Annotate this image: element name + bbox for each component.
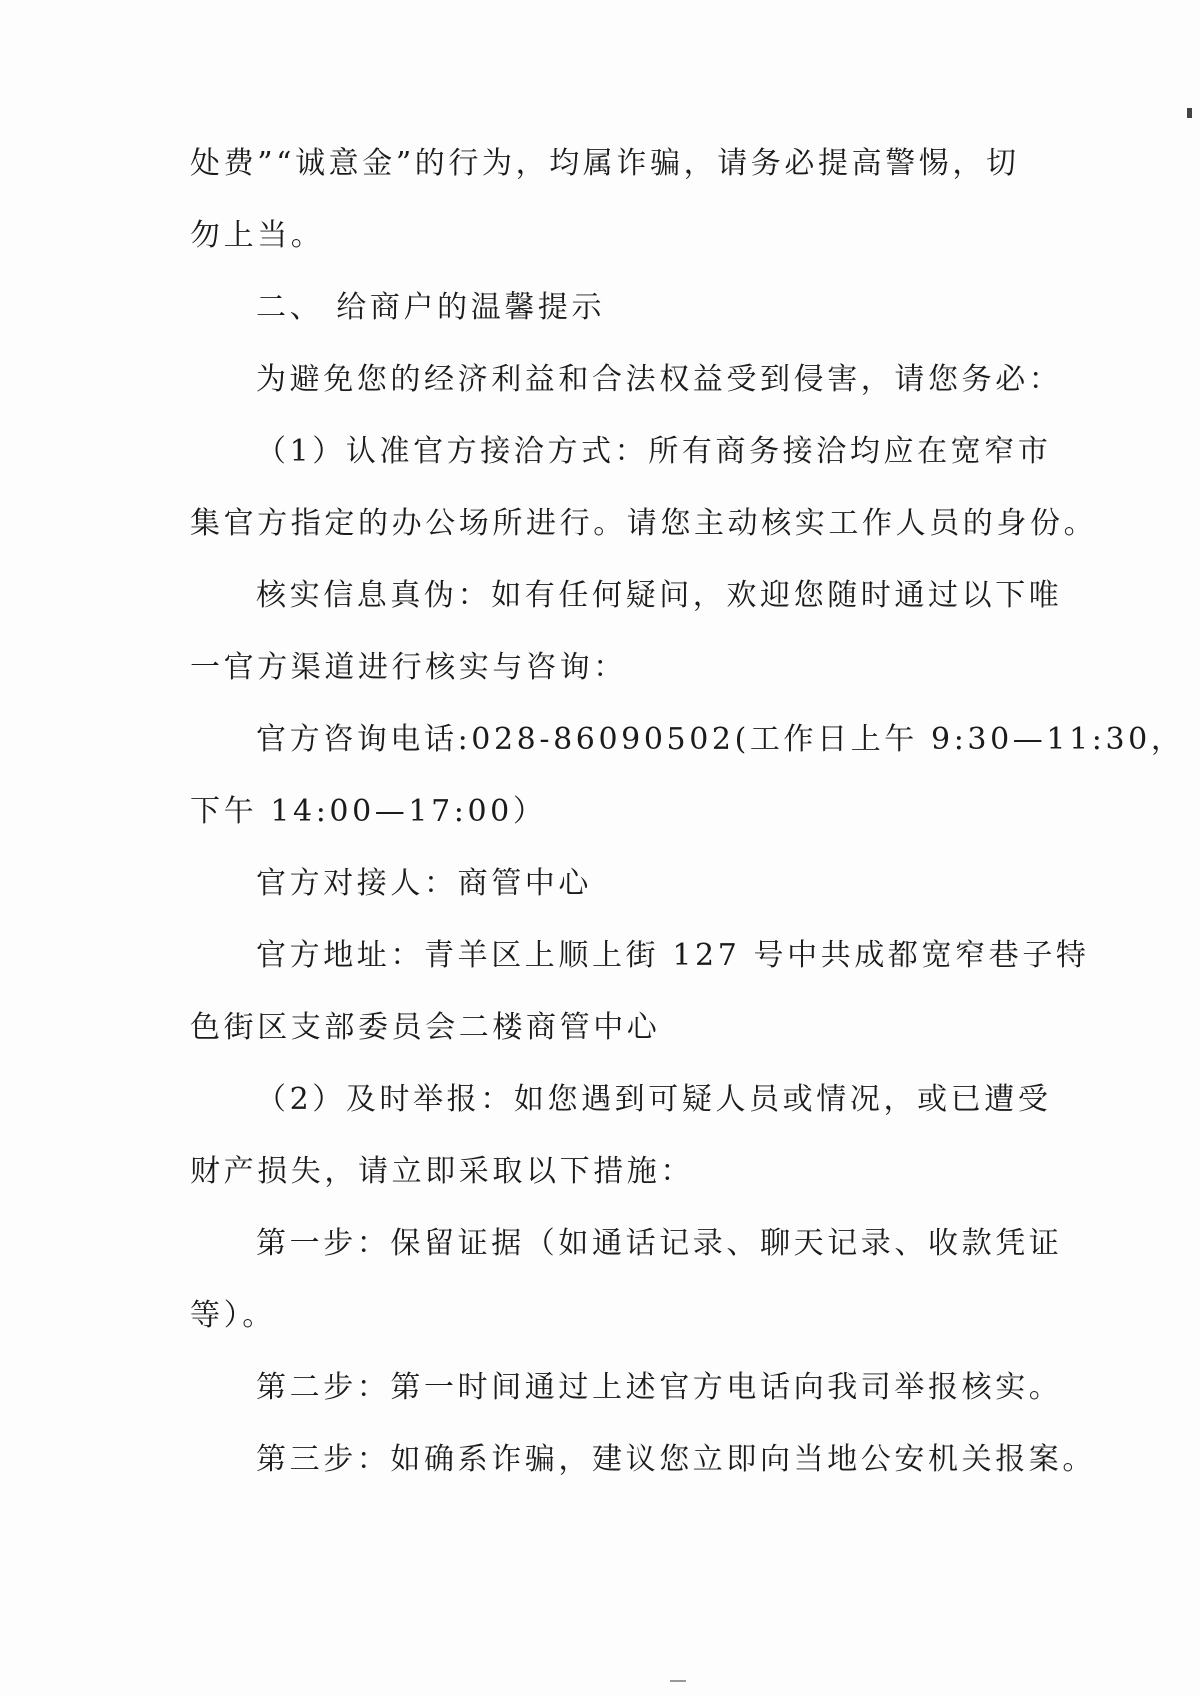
scan-mark [670,1680,686,1682]
text-line: 等）。 [190,1298,276,1333]
heading-text: 二、 给商户的温馨提示 [256,290,606,325]
text-line: 第二步：第一时间通过上述官方电话向我司举报核实。 [256,1370,1063,1405]
text-line: 下午 14:00—17:00） [190,794,547,829]
text-line: 财产损失，请立即采取以下措施： [190,1154,694,1189]
paragraph-intro [190,344,1063,416]
paragraph-step-one [190,1208,1063,1352]
paragraph-verify-info [190,560,1063,704]
text-line: 第三步：如确系诈骗，建议您立即向当地公安机关报案。 [256,1442,1096,1477]
text-line: 色街区支部委员会二楼商管中心 [190,1010,661,1045]
text-line: 勿上当。 [190,218,325,253]
text-line: 处费”“诚意金”的行为，均属诈骗，请务必提高警惕，切 [190,146,1020,181]
text-line: 第一步：保留证据（如通话记录、聊天记录、收款凭证 [256,1226,1063,1261]
paragraph-official-phone [190,704,1185,848]
document-body [190,128,1185,1496]
text-line: 集官方指定的办公场所进行。请您主动核实工作人员的身份。 [190,506,1098,541]
text-line: （1）认准官方接洽方式：所有商务接洽均应在宽窄市 [256,434,1052,469]
text-line: 官方地址：青羊区上顺上街 127 号中共成都宽窄巷子特 [256,938,1090,973]
text-line: 为避免您的经济利益和合法权益受到侵害，请您务必： [256,362,1063,397]
text-line: 一官方渠道进行核实与咨询： [190,650,627,685]
paragraph-official-contact-person [190,848,1050,920]
section-heading-merchant-tips [190,272,1050,344]
paragraph-official-address [190,920,1090,1064]
text-line: 官方咨询电话:028-86090502(工作日上午 9:30—11:30， [256,722,1185,757]
paragraph-official-contact-method [190,416,1098,560]
text-line: 核实信息真伪：如有任何疑问，欢迎您随时通过以下唯 [256,578,1063,613]
paragraph-step-two [190,1352,1063,1424]
text-line: （2）及时举报：如您遇到可疑人员或情况，或已遭受 [256,1082,1052,1117]
text-line: 官方对接人：商管中心 [256,866,592,901]
paragraph-report-promptly [190,1064,1050,1208]
paragraph-fraud-warning-continued [190,128,1050,272]
paragraph-step-three [190,1424,1096,1496]
scan-mark [1187,108,1192,118]
